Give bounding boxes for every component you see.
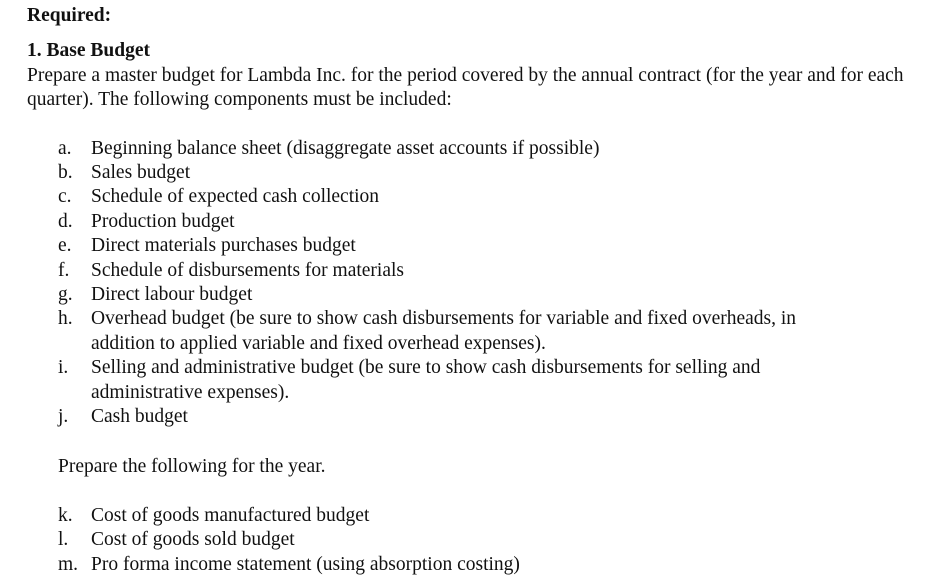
list-item-text: Schedule of expected cash collection — [91, 186, 380, 208]
list-item-text: Overhead budget (be sure to show cash disbursements for variable and fixed overheads, in addition to applied variable and fixed overhead expenses). — [91, 308, 797, 354]
list-marker: b. — [58, 162, 73, 184]
list-marker: j. — [58, 406, 69, 428]
list-item — [58, 307, 907, 356]
list-item-text: Schedule of disbursements for materials — [91, 259, 404, 281]
list-item-text: Beginning balance sheet (disaggregate asset accounts if possible) — [91, 137, 600, 159]
intro-paragraph: Prepare a master budget for Lambda Inc. for the period covered by the annual contract (for the year and for each quarter). The following components must be included: — [27, 64, 904, 111]
list-item — [58, 553, 907, 577]
document-body — [27, 4, 907, 577]
list-item — [58, 283, 907, 307]
list-marker: e. — [58, 235, 72, 257]
list-item — [58, 504, 907, 528]
list-marker: f. — [58, 259, 70, 281]
list-item-text: Cost of goods manufactured budget — [91, 504, 370, 526]
list-item — [58, 259, 907, 283]
list-item — [58, 161, 907, 185]
section-heading: 1. Base Budget — [27, 40, 150, 62]
list-item-text: Production budget — [91, 210, 235, 232]
list-marker: d. — [58, 210, 73, 232]
list-item — [58, 137, 907, 161]
list-item-text: Cash budget — [91, 406, 188, 428]
list-marker: k. — [58, 504, 73, 526]
required-heading: Required: — [27, 5, 112, 26]
list-item-text: Pro forma income statement (using absorption costing) — [91, 553, 520, 575]
list-item — [58, 528, 907, 552]
list-marker: m. — [58, 553, 79, 575]
list-marker: h. — [58, 308, 73, 330]
list-item-text: Direct labour budget — [91, 284, 253, 306]
list-item-text: Direct materials purchases budget — [91, 235, 356, 257]
list-item — [58, 185, 907, 209]
list-item-text: Cost of goods sold budget — [91, 529, 295, 551]
list-item — [58, 356, 907, 405]
list-item — [58, 210, 907, 234]
components-list — [58, 137, 907, 430]
year-components-list — [58, 504, 907, 577]
list-item-text: Selling and administrative budget (be sure to show cash disbursements for selling and administrative expenses). — [91, 357, 761, 403]
list-item — [58, 405, 907, 429]
list-marker: i. — [58, 357, 69, 379]
list-marker: c. — [58, 186, 72, 208]
list-marker: g. — [58, 284, 73, 306]
list-item-text: Sales budget — [91, 162, 191, 184]
list-item — [58, 234, 907, 258]
list-marker: a. — [58, 137, 72, 159]
year-note: Prepare the following for the year. — [58, 455, 326, 477]
list-marker: l. — [58, 529, 69, 551]
